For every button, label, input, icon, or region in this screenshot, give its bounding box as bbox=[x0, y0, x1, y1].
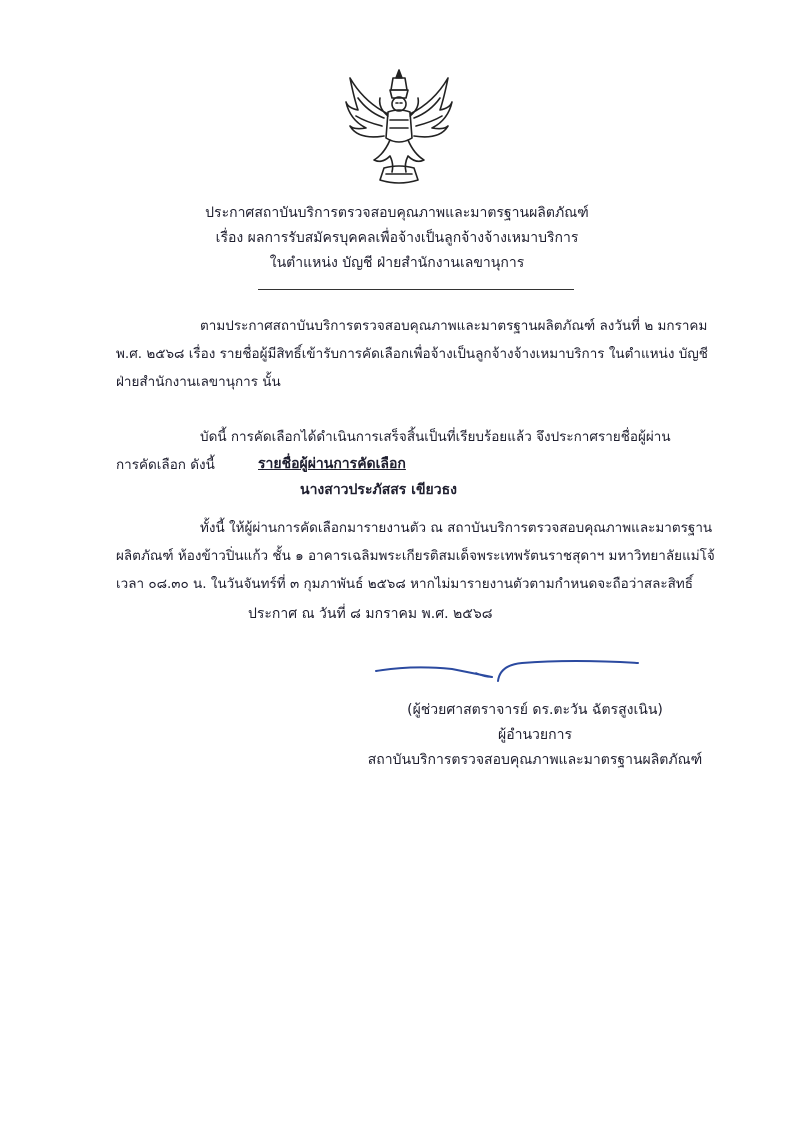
header-organization: ประกาศสถาบันบริการตรวจสอบคุณภาพและมาตรฐานผลิตภัณฑ์ bbox=[205, 205, 589, 221]
paragraph-line: บัดนี้ การคัดเลือกได้ดำเนินการเสร็จสิ้นเป็นที่เรียบร้อยแล้ว จึงประกาศรายชื่อผู้ผ่าน bbox=[200, 429, 671, 445]
signer-organization: สถาบันบริการตรวจสอบคุณภาพและมาตรฐานผลิตภัณฑ์ bbox=[367, 752, 703, 768]
selected-list-title: รายชื่อผู้ผ่านการคัดเลือก bbox=[258, 456, 406, 472]
signer-block bbox=[360, 698, 710, 773]
garuda-emblem-icon bbox=[344, 68, 454, 186]
paragraph-line: การคัดเลือก ดังนี้ bbox=[116, 457, 215, 473]
selected-person-name: นางสาวประภัสสร เขียวธง bbox=[300, 482, 457, 498]
signer-name: (ผู้ช่วยศาสตราจารย์ ดร.ตะวัน ฉัตรสูงเนิน) bbox=[407, 702, 663, 718]
paragraph-line: ตามประกาศสถาบันบริการตรวจสอบคุณภาพและมาตรฐานผลิตภัณฑ์ ลงวันที่ ๒ มกราคม bbox=[200, 318, 708, 334]
paragraph-line: ฝ่ายสำนักงานเลขานุการ นั้น bbox=[116, 374, 281, 390]
handwritten-signature bbox=[372, 655, 644, 691]
signer-title: ผู้อำนวยการ bbox=[498, 727, 572, 743]
paragraph-line: ผลิตภัณฑ์ ห้องข้าวปิ่นแก้ว ชั้น ๑ อาคารเฉลิมพระเกียรติสมเด็จพระเทพรัตนราชสุดาฯ มหาวิทยาลัยแม่โจ้ bbox=[116, 548, 715, 564]
header-divider bbox=[258, 289, 574, 290]
announcement-date: ประกาศ ณ วันที่ ๘ มกราคม พ.ศ. ๒๕๖๘ bbox=[248, 606, 493, 622]
header-subject: เรื่อง ผลการรับสมัครบุคคลเพื่อจ้างเป็นลูกจ้างจ้างเหมาบริการ bbox=[215, 230, 579, 246]
document-header bbox=[0, 201, 794, 276]
paragraph-reference bbox=[116, 312, 750, 396]
paragraph-report-instruction bbox=[116, 514, 750, 598]
paragraph-result bbox=[116, 423, 750, 479]
paragraph-line: ทั้งนี้ ให้ผู้ผ่านการคัดเลือกมารายงานตัว ณ สถาบันบริการตรวจสอบคุณภาพและมาตรฐาน bbox=[200, 520, 713, 536]
paragraph-line: เวลา ๐๘.๓๐ น. ในวันจันทร์ที่ ๓ กุมภาพันธ์ ๒๕๖๘ หากไม่มารายงานตัวตามกำหนดจะถือว่าสละสิทธิ์ bbox=[116, 576, 694, 592]
paragraph-line: พ.ศ. ๒๕๖๘ เรื่อง รายชื่อผู้มีสิทธิ์เข้ารับการคัดเลือกเพื่อจ้างเป็นลูกจ้างจ้างเหมาบริการ ในตำแหน่ง บัญชี bbox=[116, 346, 708, 362]
header-position: ในตำแหน่ง บัญชี ฝ่ายสำนักงานเลขานุการ bbox=[269, 255, 525, 271]
